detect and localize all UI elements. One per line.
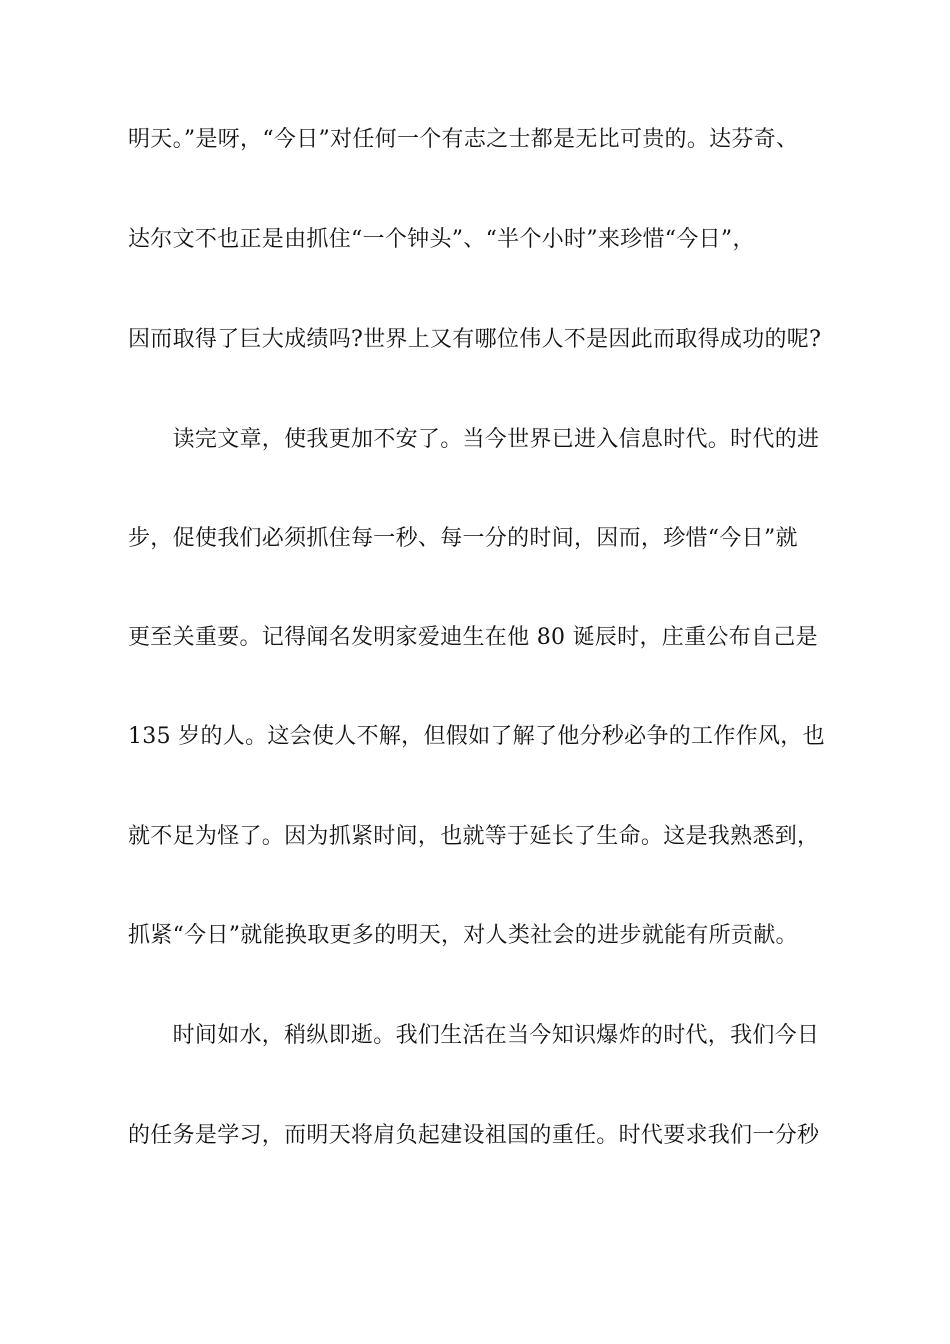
text-line: 达尔文不也正是由抓住“一个钟头”、“半个小时”来珍惜“今日”，	[128, 227, 755, 252]
text-line: 因而取得了巨大成绩吗?世界上又有哪位伟人不是因此而取得成功的呢?	[128, 327, 822, 352]
text-line: 的任务是学习，而明天将肩负起建设祖国的重任。时代要求我们一分秒	[128, 1123, 820, 1148]
text-line: 抓紧“今日”就能换取更多的明天，对人类社会的进步就能有所贡献。	[128, 923, 798, 948]
text-line: 时间如水，稍纵即逝。我们生活在当今知识爆炸的时代，我们今日	[128, 1023, 820, 1048]
text-line: 135 岁的人。这会使人不解，但假如了解了他分秒必争的工作作风，也	[128, 724, 825, 749]
text-line: 读完文章，使我更加不安了。当今世界已进入信息时代。时代的进	[128, 427, 820, 452]
text-line: 更至关重要。记得闻名发明家爱迪生在他 80 诞辰时，庄重公布自己是	[128, 625, 818, 650]
text-line: 就不足为怪了。因为抓紧时间，也就等于延长了生命。这是我熟悉到，	[128, 824, 820, 849]
text-line: 明天。”是呀，“今日”对任何一个有志之士都是无比可贵的。达芬奇、	[128, 127, 799, 152]
text-line: 步，促使我们必须抓住每一秒、每一分的时间，因而，珍惜“今日”就	[128, 526, 798, 551]
